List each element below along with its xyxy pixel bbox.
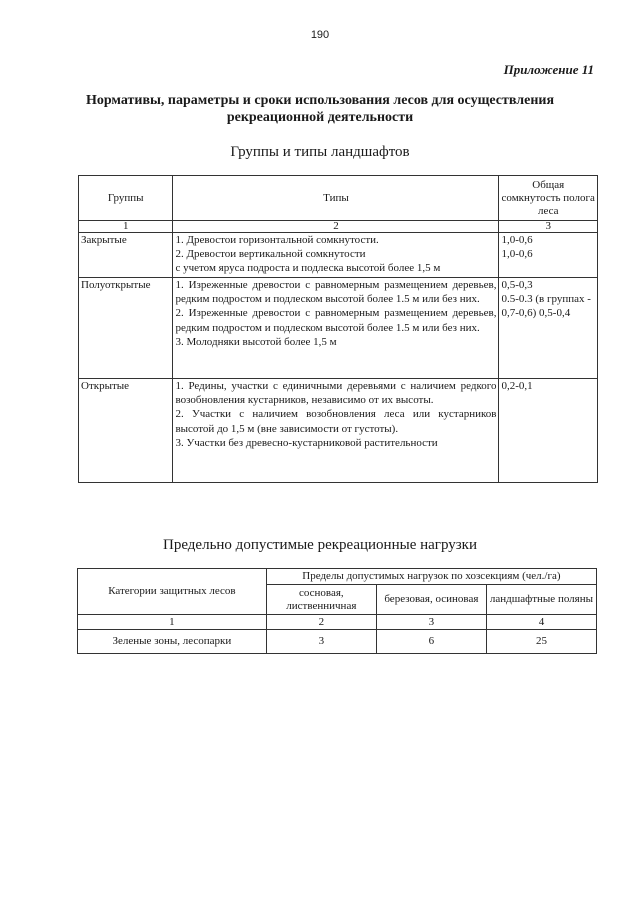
group-types <box>173 278 499 379</box>
load-value: 3 <box>266 630 376 654</box>
type-item: с учетом яруса подроста и подлеска высотой более 1,5 м <box>175 262 441 275</box>
page-number: 190 <box>310 29 330 41</box>
density-value: 0.5-0.3 (в группах - 0,7-0,6) 0,5-0,4 <box>501 293 591 320</box>
type-item: 1. Редины, участки с единичными деревьями с наличием редкого возобновления кустарников, независимо от их высоты. <box>175 380 497 407</box>
category-name: Зеленые зоны, лесопарки <box>78 630 267 654</box>
column-number: 2 <box>173 221 499 233</box>
group-types <box>173 379 499 483</box>
column-number: 3 <box>376 615 486 630</box>
group-density <box>499 379 598 483</box>
header-limits: Пределы допустимых нагрузок по хозсекциям (чел./га) <box>266 569 596 585</box>
type-item: 3. Молодняки высотой более 1,5 м <box>175 335 337 348</box>
type-item: 3. Участки без древесно-кустарниковой растительности <box>175 436 438 449</box>
column-number: 1 <box>78 615 267 630</box>
table-row <box>78 630 597 654</box>
type-item: 2. Изреженные древостои с равномерным размещением деревьев, редким подростом и подлеском высотой более 1.5 м или без них. <box>175 307 497 334</box>
landscape-section-title: Группы и типы ландшафтов <box>230 144 410 160</box>
density-value: 1,0-0,6 <box>501 248 533 261</box>
load-value: 25 <box>486 630 596 654</box>
table-header-row <box>79 176 598 221</box>
column-number: 4 <box>486 615 596 630</box>
header-density: Общая сомкнутость полога леса <box>499 176 598 221</box>
table-row <box>79 278 598 379</box>
column-number-row <box>79 221 598 233</box>
appendix-label: Приложение 11 <box>503 62 594 77</box>
load-value: 6 <box>376 630 486 654</box>
header-groups: Группы <box>79 176 173 221</box>
column-number: 3 <box>499 221 598 233</box>
column-number: 1 <box>79 221 173 233</box>
group-name: Закрытые <box>79 233 173 278</box>
loads-table <box>77 568 597 654</box>
type-item: 2. Участки с наличием возобновления леса или кустарников высотой до 1,5 м (вне зависимости от густоты). <box>175 408 497 435</box>
main-title: Нормативы, параметры и сроки использования лесов для осуществления рекреационной деятельности <box>85 93 555 125</box>
column-number: 2 <box>266 615 376 630</box>
type-item: 1. Изреженные древостои с равномерным размещением деревьев, редким подростом и подлеском высотой более 1.5 м или без них. <box>175 279 497 306</box>
table-row <box>79 233 598 278</box>
group-name: Полуоткрытые <box>79 278 173 379</box>
group-name: Открытые <box>79 379 173 483</box>
table-row <box>79 379 598 483</box>
group-density <box>499 233 598 278</box>
column-number-row <box>78 615 597 630</box>
subheader-glades: ландшафтные поляны <box>486 585 596 615</box>
group-types <box>173 233 499 278</box>
group-density <box>499 278 598 379</box>
loads-section-title: Предельно допустимые рекреационные нагрузки <box>163 537 477 553</box>
landscape-table <box>78 175 598 483</box>
type-item: 2. Древостои вертикальной сомкнутости <box>175 248 366 261</box>
density-value: 0,5-0,3 <box>501 279 533 291</box>
density-value: 0,2-0,1 <box>501 380 533 392</box>
subheader-pine: сосновая, лиственничная <box>266 585 376 615</box>
header-types: Типы <box>173 176 499 221</box>
table-header-row <box>78 569 597 585</box>
header-category: Категории защитных лесов <box>78 569 267 615</box>
subheader-birch: березовая, осиновая <box>376 585 486 615</box>
density-value: 1,0-0,6 <box>501 234 533 246</box>
type-item: 1. Древостои горизонтальной сомкнутости. <box>175 234 379 246</box>
